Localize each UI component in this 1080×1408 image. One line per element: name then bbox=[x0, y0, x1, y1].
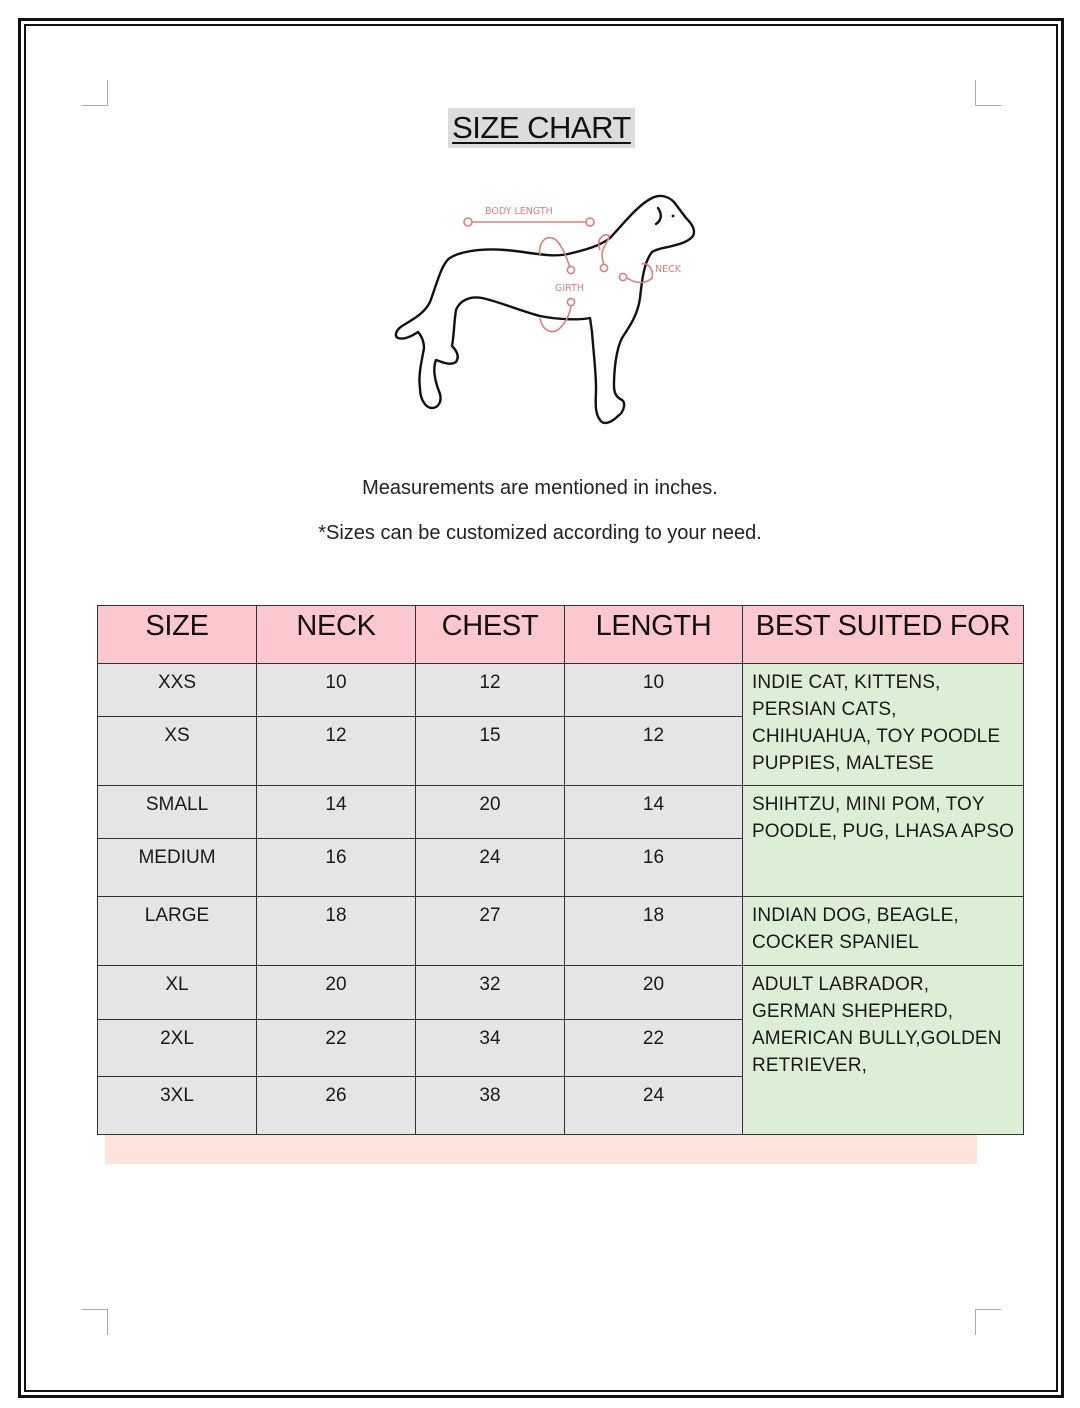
cell-size: XL bbox=[98, 966, 257, 1020]
note-units: Measurements are mentioned in inches. bbox=[362, 477, 718, 499]
cell-size: XXS bbox=[98, 664, 257, 717]
cell-chest: 24 bbox=[416, 839, 565, 897]
crop-mark-top-right bbox=[975, 80, 1001, 106]
cell-best-suited: SHIHTZU, MINI POM, TOY POODLE, PUG, LHASA APSO bbox=[743, 786, 1024, 897]
cell-neck: 26 bbox=[257, 1077, 416, 1135]
cell-length: 10 bbox=[565, 664, 743, 717]
table-row bbox=[98, 966, 1024, 1020]
header-neck: NECK bbox=[257, 606, 416, 664]
cell-size: 2XL bbox=[98, 1020, 257, 1077]
dog-eye-icon bbox=[672, 215, 675, 218]
cell-length: 22 bbox=[565, 1020, 743, 1077]
cell-length: 14 bbox=[565, 786, 743, 839]
header-length: LENGTH bbox=[565, 606, 743, 664]
size-chart-table bbox=[97, 605, 1023, 1135]
cell-length: 20 bbox=[565, 966, 743, 1020]
cell-neck: 14 bbox=[257, 786, 416, 839]
table-row bbox=[98, 897, 1024, 966]
cell-length: 16 bbox=[565, 839, 743, 897]
header-size: SIZE bbox=[98, 606, 257, 664]
cell-best-suited: INDIAN DOG, BEAGLE, COCKER SPANIEL bbox=[743, 897, 1024, 966]
cell-length: 18 bbox=[565, 897, 743, 966]
note-customization: *Sizes can be customized according to your need. bbox=[318, 522, 762, 544]
table-row bbox=[98, 664, 1024, 717]
header-chest: CHEST bbox=[416, 606, 565, 664]
crop-mark-top-left bbox=[82, 80, 108, 106]
table-header-row bbox=[98, 606, 1024, 664]
crop-mark-bottom-right bbox=[975, 1309, 1001, 1335]
footer-color-band bbox=[105, 1135, 977, 1164]
cell-neck: 10 bbox=[257, 664, 416, 717]
cell-neck: 12 bbox=[257, 717, 416, 786]
cell-chest: 12 bbox=[416, 664, 565, 717]
cell-length: 24 bbox=[565, 1077, 743, 1135]
dog-outline-icon bbox=[396, 196, 694, 423]
cell-chest: 20 bbox=[416, 786, 565, 839]
cell-chest: 15 bbox=[416, 717, 565, 786]
cell-size: XS bbox=[98, 717, 257, 786]
cell-chest: 32 bbox=[416, 966, 565, 1020]
cell-size: MEDIUM bbox=[98, 839, 257, 897]
cell-chest: 34 bbox=[416, 1020, 565, 1077]
cell-size: LARGE bbox=[98, 897, 257, 966]
cell-neck: 20 bbox=[257, 966, 416, 1020]
label-neck: NECK bbox=[655, 264, 681, 275]
cell-neck: 16 bbox=[257, 839, 416, 897]
table-row bbox=[98, 786, 1024, 839]
dog-measurement-diagram bbox=[390, 190, 710, 435]
cell-best-suited: ADULT LABRADOR, GERMAN SHEPHERD, AMERICAN BULLY,GOLDEN RETRIEVER, bbox=[743, 966, 1024, 1135]
crop-mark-bottom-left bbox=[82, 1309, 108, 1335]
cell-best-suited: INDIE CAT, KITTENS, PERSIAN CATS, CHIHUAHUA, TOY POODLE PUPPIES, MALTESE bbox=[743, 664, 1024, 786]
page-title: SIZE CHART bbox=[448, 108, 635, 148]
label-body-length: BODY LENGTH bbox=[485, 206, 553, 217]
cell-size: 3XL bbox=[98, 1077, 257, 1135]
cell-neck: 18 bbox=[257, 897, 416, 966]
cell-chest: 38 bbox=[416, 1077, 565, 1135]
cell-length: 12 bbox=[565, 717, 743, 786]
measurement-markers bbox=[464, 218, 652, 332]
label-girth: GIRTH bbox=[555, 283, 585, 294]
cell-neck: 22 bbox=[257, 1020, 416, 1077]
cell-size: SMALL bbox=[98, 786, 257, 839]
header-best-suited-for: BEST SUITED FOR bbox=[743, 606, 1024, 664]
cell-chest: 27 bbox=[416, 897, 565, 966]
